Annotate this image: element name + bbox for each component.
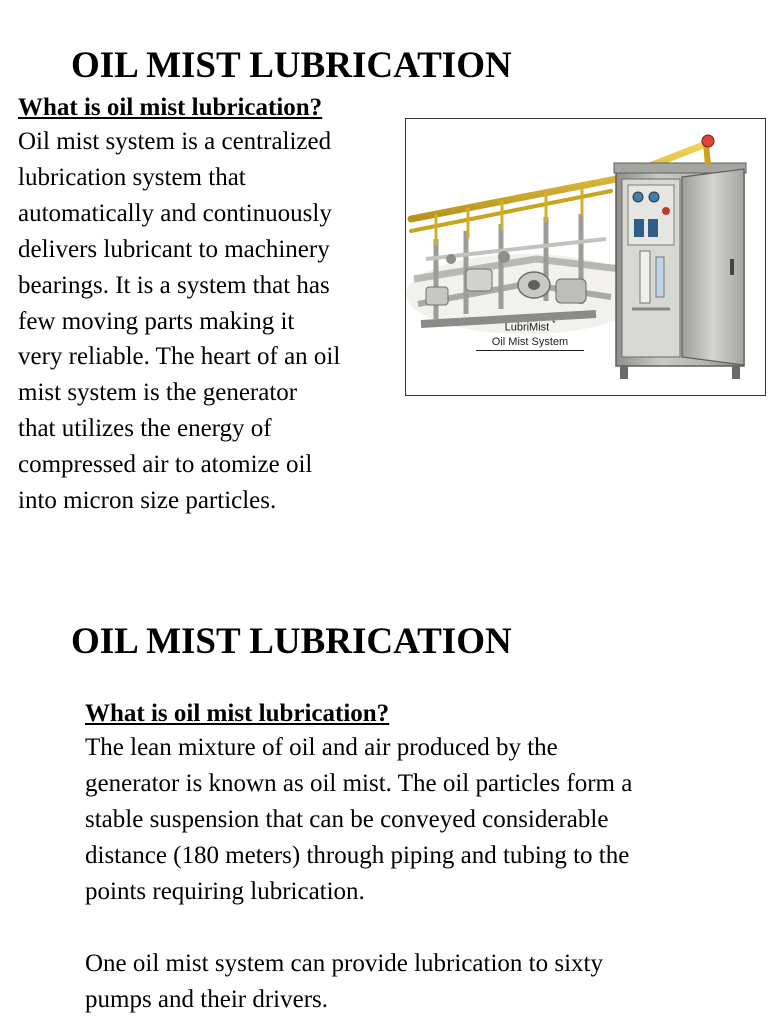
slide-2-paragraph-1: [85, 730, 755, 910]
slide-2-body-line: The lean mixture of oil and air produced by the: [85, 734, 558, 761]
slide-2-body-line: distance (180 meters) through piping and tubing to the: [85, 842, 630, 869]
slide-2-heading: What is oil mist lubrication?: [85, 700, 390, 727]
slide-1-body-line: that utilizes the energy of: [18, 415, 272, 443]
photo-caption-line: Oil Mist System: [476, 335, 584, 351]
slide-2-paragraph-2: [85, 946, 755, 1018]
slide-1-body-line: bearings. It is a system that has: [18, 271, 330, 299]
slide-2-body-line: pumps and their drivers.: [85, 986, 329, 1013]
slide-1-body-line: lubrication system that: [18, 163, 246, 191]
slide-1-body-line: delivers lubricant to machinery: [18, 235, 330, 263]
slide-2-body-line: One oil mist system can provide lubrication to sixty: [85, 950, 603, 977]
oil-mist-system-photo: [405, 118, 766, 396]
slide-2: [0, 560, 768, 1024]
slide-1-body-line: Oil mist system is a centralized: [18, 128, 332, 155]
slide-2-body-line: points requiring lubrication.: [85, 878, 365, 905]
slide-1-body-line: few moving parts making it: [18, 307, 295, 335]
slide-1-body-line: into micron size particles.: [18, 487, 277, 515]
slide-2-body-line: stable suspension that can be conveyed considerable: [85, 806, 609, 833]
slide-1-body-line: very reliable. The heart of an oil: [18, 343, 341, 371]
slide-1-body: [18, 124, 406, 519]
slide-1-text-block: [18, 93, 406, 519]
slide-2-text-block: [85, 699, 755, 1018]
generator-cabinet: [614, 163, 746, 379]
slide-2-title: OIL MIST LUBRICATION: [71, 621, 512, 662]
slide-1-body-line: mist system is the generator: [18, 379, 298, 407]
slide-1-body-line: compressed air to atomize oil: [18, 451, 313, 479]
slide-1-heading: What is oil mist lubrication?: [18, 94, 323, 121]
slide-2-body-line: generator is known as oil mist. The oil particles form a: [85, 770, 633, 797]
photo-caption: [476, 317, 584, 351]
slide-1-title: OIL MIST LUBRICATION: [71, 45, 512, 86]
photo-caption-line: LubriMist *: [504, 319, 556, 334]
oil-mist-system-illustration: [406, 119, 765, 395]
slide-1-body-line: automatically and continuously: [18, 199, 332, 227]
